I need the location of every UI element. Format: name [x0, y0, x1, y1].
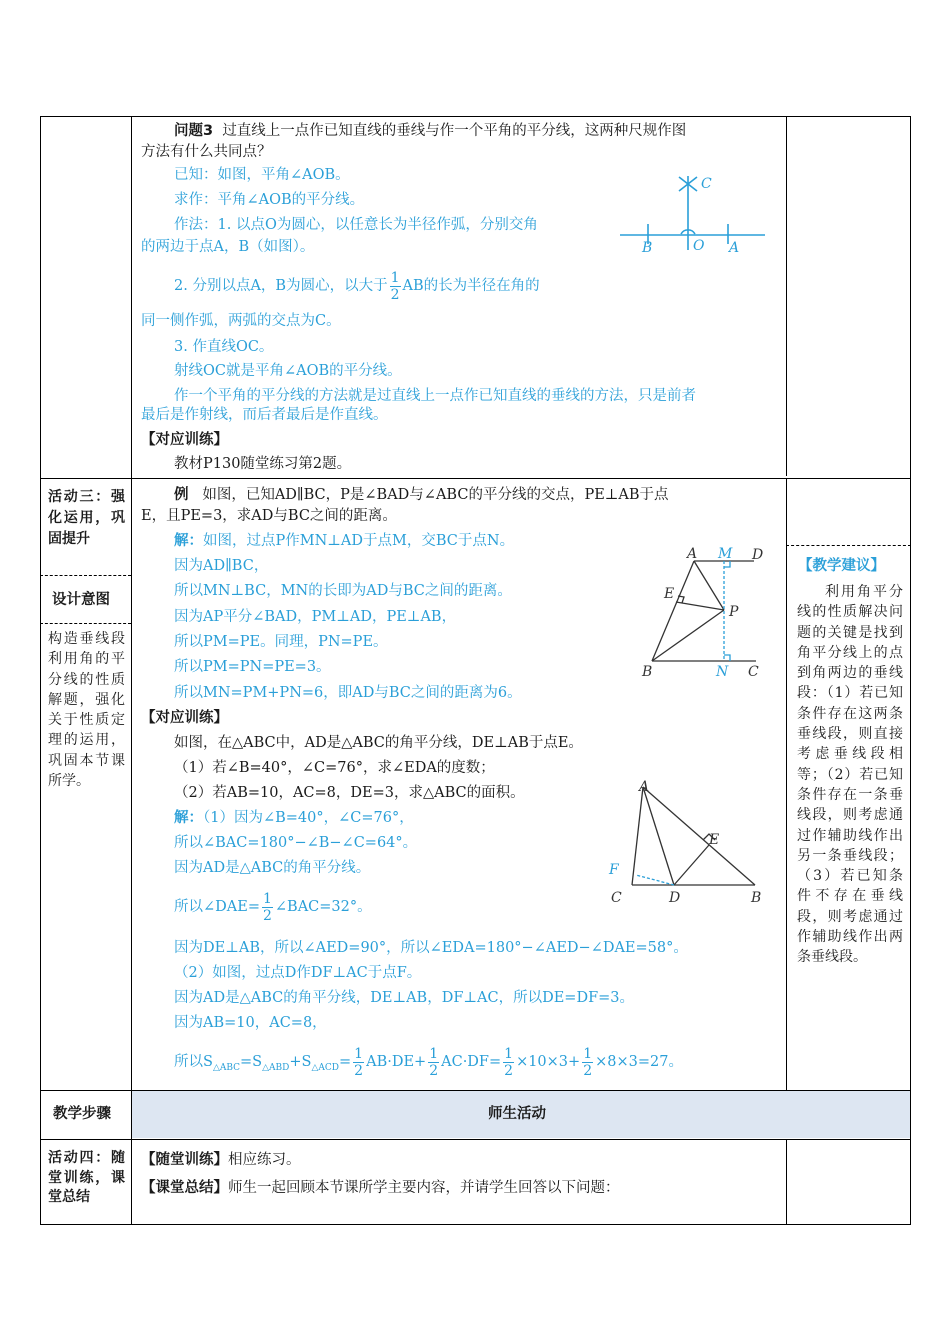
summary-line2: 最后是作射线，而后者最后是作直线。	[141, 407, 388, 423]
training2-title: 【对应训练】	[141, 710, 228, 726]
fig1-label-e: E	[664, 586, 675, 602]
solution-line1: 解：如图，过点P作MN⊥AD于点M，交BC于点N。	[174, 533, 515, 549]
answer-line5: 因为DE⊥AB，所以∠AED=90°，所以∠EDA=180°−∠AED−∠DAE=58°。	[174, 940, 688, 956]
solution-line4: 因为AP平分∠BAD，PM⊥AD，PE⊥AB，	[174, 609, 457, 625]
training-text: 教材P130随堂练习第2题。	[174, 456, 352, 472]
answer-line7: 因为AD是△ABC的角平分线，DE⊥AB，DF⊥AC，所以DE=DF=3。	[174, 990, 635, 1006]
fig2-label-d: D	[669, 890, 681, 906]
suggestion-text: 利用角平分线的性质解决问题的关键是找到角平分线上的点到角两边的垂线段：（1）若已知条件存在这两条垂线段，则直接考虑垂线段相等；（2）若已知条件存在一条垂线段，则考虑通过作辅助线作出另一条垂线段；（3）若已知条件不存在垂线段，则考虑通过作辅助线作出两条垂线段。	[797, 584, 903, 966]
row-divider-3	[40, 1139, 911, 1140]
figure-label-b: B	[642, 240, 653, 256]
fig1-label-b: B	[642, 664, 653, 680]
fig2-label-f: F	[609, 862, 619, 878]
row-divider-1	[40, 478, 911, 479]
answer-line6: （2）如图，过点D作DF⊥AC于点F。	[174, 965, 422, 981]
summary-line1: 作一个平角的平分线的方法就是过直线上一点作已知直线的垂线的方法，只是前者	[174, 388, 696, 404]
solution-line2: 因为AD∥BC，	[174, 558, 269, 574]
suggestion-title: 【教学建议】	[798, 558, 885, 574]
col-divider-right-bottom	[786, 1139, 787, 1225]
parallel-lines-figure	[632, 540, 772, 685]
fig1-label-d: D	[752, 547, 764, 563]
figure-label-a: A	[729, 240, 740, 256]
example-line2: E，且PE=3，求AD与BC之间的距离。	[141, 508, 397, 524]
fig1-label-p: P	[729, 604, 739, 620]
step2-line2: 同一侧作弧，两弧的交点为C。	[141, 313, 341, 329]
answer-line1: 解：（1）因为∠B=40°，∠C=76°，	[174, 810, 414, 826]
solution-line5: 所以PM=PE。同理，PN=PE。	[174, 634, 388, 650]
training2-q2: （2）若AB=10，AC=8，DE=3，求△ABC的面积。	[174, 785, 525, 801]
triangle-figure	[605, 775, 775, 910]
figure-label-c: C	[701, 176, 712, 192]
question3-line2: 方法有什么共同点？	[141, 144, 272, 160]
dashed-divider-3	[786, 545, 911, 546]
dashed-divider-1	[40, 575, 131, 576]
method-line1: 作法：1. 以点O为圆心，以任意长为半径作弧，分别交角	[174, 217, 538, 233]
fig2-label-b: B	[751, 890, 762, 906]
answer-line3: 因为AD是△ABC的角平分线。	[174, 860, 371, 876]
dashed-divider-2	[40, 623, 131, 624]
fig2-label-e: E	[709, 832, 720, 848]
col-divider-left	[131, 116, 132, 1225]
step2-line: 2. 分别以点A，B为圆心，以大于 $\frac{1}{2}$ AB的长为半径在角的	[174, 269, 540, 303]
figure-label-o: O	[693, 238, 705, 254]
ray-text: 射线OC就是平角∠AOB的平分线。	[174, 363, 402, 379]
header-steps: 教学步骤	[53, 1106, 111, 1122]
todo-text: 求作：平角∠AOB的平分线。	[174, 192, 365, 208]
design-text: 构造垂线段利用角的平分线的性质解题，强化关于性质定理的运用，巩固本节课所学。	[48, 631, 125, 790]
practice-line: 【随堂训练】相应练习。	[141, 1152, 301, 1168]
given-text: 已知：如图，平角∠AOB。	[174, 167, 350, 183]
fig1-label-a: A	[687, 546, 698, 562]
solution-line7: 所以MN=PM+PN=6，即AD与BC之间的距离为6。	[174, 685, 522, 701]
fig1-label-n: N	[716, 664, 729, 680]
col-divider-right-top	[786, 116, 787, 476]
answer-line8: 因为AB=10，AC=8，	[174, 1015, 327, 1031]
training2-q1: （1）若∠B=40°，∠C=76°，求∠EDA的度数；	[174, 760, 495, 776]
answer-line2: 所以∠BAC=180°−∠B−∠C=64°。	[174, 835, 418, 851]
method-line2: 的两边于点A，B（如图）。	[141, 239, 315, 255]
fig2-label-c: C	[611, 890, 622, 906]
solution-line3: 所以MN⊥BC，MN的长即为AD与BC之间的距离。	[174, 583, 512, 599]
design-title: 设计意图	[52, 592, 110, 608]
solution-line6: 所以PM=PN=PE=3。	[174, 659, 331, 675]
answer-line9: 所以$S_{\triangle ABC}=S_{\triangle ABD}+S_{\triangle ACD}=$ $\frac{1}{2}$ AB·DE+ $\frac{1}{2}$ AC·DF= $\frac{1}{2}$ ×10×3+ $\frac{1}{2}$ ×8×3=27。	[174, 1045, 683, 1079]
activity4-title: 活动四：随堂训练，课堂总结	[48, 1150, 125, 1205]
fig2-label-a: A	[639, 779, 650, 795]
header-activity: 师生活动	[488, 1106, 546, 1122]
fig1-label-c: C	[748, 664, 759, 680]
answer-line4: 所以∠DAE= $\frac{1}{2}$ ∠BAC=32°。	[174, 890, 372, 924]
question3-line1: 问题3 过直线上一点作已知直线的垂线与作一个平角的平分线，这两种尺规作图	[174, 123, 687, 139]
class-summary-line: 【课堂总结】师生一起回顾本节课所学主要内容，并请学生回答以下问题：	[141, 1180, 620, 1196]
fig1-label-m: M	[718, 546, 733, 562]
activity3-title: 活动三：强化运用，巩固提升	[48, 489, 125, 547]
training2-intro: 如图，在△ABC中，AD是△ABC的角平分线，DE⊥AB于点E。	[174, 735, 583, 751]
example-line1: 例 如图，已知AD∥BC，P是∠BAD与∠ABC的平分线的交点，PE⊥AB于点	[174, 487, 669, 503]
step3-text: 3. 作直线OC。	[174, 339, 274, 355]
col-divider-right-mid	[786, 478, 787, 1090]
training-title: 【对应训练】	[141, 432, 228, 448]
angle-bisector-figure	[615, 168, 775, 258]
